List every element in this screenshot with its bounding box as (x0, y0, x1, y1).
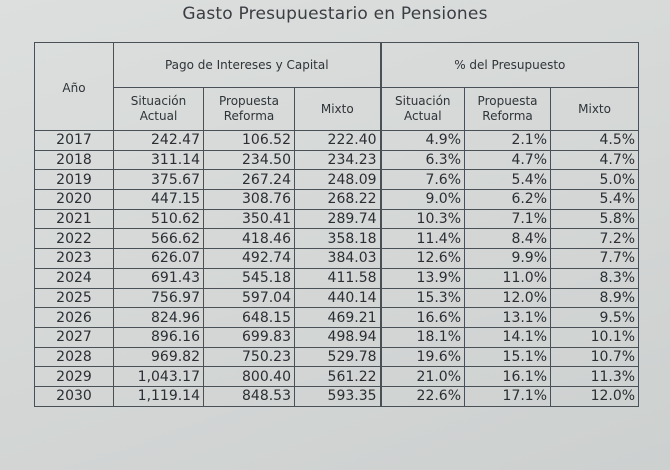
payment-reform-cell: 492.74 (204, 249, 295, 269)
payment-mixed-cell: 498.94 (295, 327, 381, 347)
percent-actual-cell: 13.9% (381, 268, 465, 288)
year-cell: 2022 (35, 229, 114, 249)
payment-mixed-cell: 248.09 (295, 170, 381, 190)
year-cell: 2018 (35, 150, 114, 170)
payment-actual-cell: 1,043.17 (114, 367, 204, 387)
table-row (35, 308, 639, 328)
year-cell: 2023 (35, 249, 114, 269)
percent-reform-cell: 9.9% (465, 249, 551, 269)
payment-mixed-cell: 234.23 (295, 150, 381, 170)
year-cell: 2019 (35, 170, 114, 190)
pension-budget-table (34, 42, 639, 407)
payment-reform-cell: 699.83 (204, 327, 295, 347)
payment-actual-cell: 756.97 (114, 288, 204, 308)
percent-actual-cell: 16.6% (381, 308, 465, 328)
percent-mixed-cell: 4.5% (551, 131, 639, 151)
year-cell: 2025 (35, 288, 114, 308)
payment-actual-cell: 311.14 (114, 150, 204, 170)
payment-actual-cell: 566.62 (114, 229, 204, 249)
payment-actual-cell: 626.07 (114, 249, 204, 269)
percent-reform-cell: 8.4% (465, 229, 551, 249)
percent-reform-cell: 7.1% (465, 209, 551, 229)
payment-mixed-cell: 384.03 (295, 249, 381, 269)
year-cell: 2030 (35, 386, 114, 406)
percent-mixed-header: Mixto (551, 88, 639, 131)
percent-actual-cell: 4.9% (381, 131, 465, 151)
percent-mixed-cell: 5.4% (551, 190, 639, 210)
percent-actual-cell: 22.6% (381, 386, 465, 406)
percent-reform-cell: 13.1% (465, 308, 551, 328)
year-cell: 2026 (35, 308, 114, 328)
percent-actual-cell: 9.0% (381, 190, 465, 210)
payment-mixed-cell: 222.40 (295, 131, 381, 151)
percent-actual-cell: 15.3% (381, 288, 465, 308)
percent-mixed-cell: 4.7% (551, 150, 639, 170)
table-row (35, 190, 639, 210)
percent-reform-cell: 15.1% (465, 347, 551, 367)
payment-mixed-cell: 561.22 (295, 367, 381, 387)
payment-reform-cell: 597.04 (204, 288, 295, 308)
year-cell: 2029 (35, 367, 114, 387)
payment-mixed-cell: 358.18 (295, 229, 381, 249)
table-row (35, 288, 639, 308)
payment-mixed-cell: 593.35 (295, 386, 381, 406)
year-cell: 2027 (35, 327, 114, 347)
percent-reform-cell: 5.4% (465, 170, 551, 190)
percent-mixed-cell: 10.7% (551, 347, 639, 367)
payment-mixed-cell: 469.21 (295, 308, 381, 328)
payment-reform-cell: 800.40 (204, 367, 295, 387)
table-row (35, 327, 639, 347)
table-row (35, 347, 639, 367)
table-row (35, 229, 639, 249)
payment-mixed-header: Mixto (295, 88, 381, 131)
payment-actual-cell: 969.82 (114, 347, 204, 367)
payment-reform-cell: 545.18 (204, 268, 295, 288)
payment-group-header: Pago de Intereses y Capital (114, 43, 381, 88)
percent-mixed-cell: 8.9% (551, 288, 639, 308)
percent-actual-cell: 19.6% (381, 347, 465, 367)
percent-actual-header: Situación Actual (381, 88, 465, 131)
payment-actual-cell: 242.47 (114, 131, 204, 151)
payment-mixed-cell: 440.14 (295, 288, 381, 308)
percent-reform-header: Propuesta Reforma (465, 88, 551, 131)
table-row (35, 170, 639, 190)
payment-reform-cell: 106.52 (204, 131, 295, 151)
payment-actual-cell: 510.62 (114, 209, 204, 229)
percent-actual-cell: 7.6% (381, 170, 465, 190)
payment-actual-cell: 824.96 (114, 308, 204, 328)
percent-mixed-cell: 5.8% (551, 209, 639, 229)
year-cell: 2017 (35, 131, 114, 151)
percent-actual-cell: 10.3% (381, 209, 465, 229)
percent-reform-cell: 6.2% (465, 190, 551, 210)
year-header: Año (35, 43, 114, 131)
percent-actual-cell: 18.1% (381, 327, 465, 347)
payment-actual-cell: 691.43 (114, 268, 204, 288)
percent-mixed-cell: 10.1% (551, 327, 639, 347)
year-cell: 2028 (35, 347, 114, 367)
payment-actual-cell: 447.15 (114, 190, 204, 210)
year-cell: 2021 (35, 209, 114, 229)
payment-reform-cell: 350.41 (204, 209, 295, 229)
payment-reform-cell: 234.50 (204, 150, 295, 170)
payment-reform-cell: 848.53 (204, 386, 295, 406)
percent-mixed-cell: 8.3% (551, 268, 639, 288)
payment-actual-cell: 1,119.14 (114, 386, 204, 406)
table-body (35, 131, 639, 407)
percent-mixed-cell: 12.0% (551, 386, 639, 406)
table-row (35, 249, 639, 269)
percent-mixed-cell: 9.5% (551, 308, 639, 328)
percent-reform-cell: 11.0% (465, 268, 551, 288)
table-row (35, 209, 639, 229)
percent-mixed-cell: 7.7% (551, 249, 639, 269)
percent-reform-cell: 17.1% (465, 386, 551, 406)
percent-actual-cell: 12.6% (381, 249, 465, 269)
percent-actual-cell: 11.4% (381, 229, 465, 249)
payment-actual-cell: 375.67 (114, 170, 204, 190)
table-row (35, 386, 639, 406)
percent-reform-cell: 4.7% (465, 150, 551, 170)
payment-reform-cell: 750.23 (204, 347, 295, 367)
payment-actual-cell: 896.16 (114, 327, 204, 347)
table-row (35, 367, 639, 387)
year-cell: 2024 (35, 268, 114, 288)
table-row (35, 268, 639, 288)
percent-reform-cell: 2.1% (465, 131, 551, 151)
payment-reform-header: Propuesta Reforma (204, 88, 295, 131)
table-row (35, 131, 639, 151)
payment-reform-cell: 267.24 (204, 170, 295, 190)
year-cell: 2020 (35, 190, 114, 210)
percent-actual-cell: 6.3% (381, 150, 465, 170)
percent-mixed-cell: 5.0% (551, 170, 639, 190)
payment-reform-cell: 648.15 (204, 308, 295, 328)
percent-actual-cell: 21.0% (381, 367, 465, 387)
percent-mixed-cell: 11.3% (551, 367, 639, 387)
percent-mixed-cell: 7.2% (551, 229, 639, 249)
payment-reform-cell: 308.76 (204, 190, 295, 210)
payment-mixed-cell: 289.74 (295, 209, 381, 229)
payment-reform-cell: 418.46 (204, 229, 295, 249)
payment-mixed-cell: 411.58 (295, 268, 381, 288)
table-title: Gasto Presupuestario en Pensiones (182, 4, 488, 24)
payment-mixed-cell: 529.78 (295, 347, 381, 367)
payment-actual-header: Situación Actual (114, 88, 204, 131)
budget-percent-group-header: % del Presupuesto (381, 43, 639, 88)
percent-reform-cell: 16.1% (465, 367, 551, 387)
percent-reform-cell: 12.0% (465, 288, 551, 308)
percent-reform-cell: 14.1% (465, 327, 551, 347)
table-row (35, 150, 639, 170)
payment-mixed-cell: 268.22 (295, 190, 381, 210)
